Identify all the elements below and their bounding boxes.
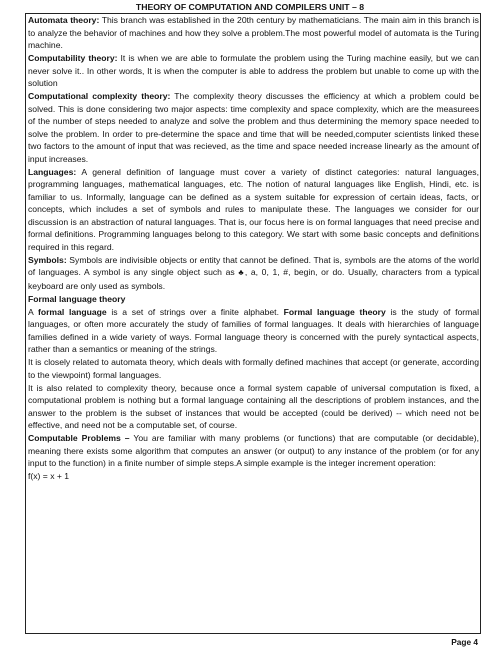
- automata-relation-paragraph: It is closely related to automata theory, which deals with formally defined machines that accept (or generate, according to the viewpoint) formal languages.: [28, 357, 479, 380]
- formal-language-theory-term: Formal language theory: [283, 306, 386, 317]
- computable-problems-label: Computable Problems –: [28, 433, 130, 443]
- symbols-text-after: , a, 0, 1, #, begin, or do. Usually, characters from a typical keyboard are only used as symbols.: [28, 267, 479, 291]
- automata-theory-text: This branch was established in the 20th century by mathematicians. The main aim in this branch is to analyze the behavior of machines and how they solve a problem.The most powerful model of automata is the Turing machine.: [28, 15, 479, 50]
- formal-language-heading: Formal language theory: [28, 293, 126, 304]
- computable-problems-paragraph: [28, 432, 479, 470]
- symbols-text-before: Symbols are indivisible objects or entity that cannot be defined. That is, symbols are the atoms of the world of languages. A symbol is any single object such as: [28, 254, 479, 277]
- increment-formula: f(x) = x + 1: [28, 471, 70, 481]
- languages-label: Languages:: [28, 166, 77, 177]
- club-symbol-icon: ♣: [238, 268, 245, 277]
- complexity-theory-text: The complexity theory discusses the efficiency at which a problem could be solved. This is done considering two major aspects: time complexity and space complexity, which are the measurees of the number of steps needed to analyze and solve the problem and thus determining the memory space needed to solve the problem. In order to pre-determine the space and time that will be needed,computer scientists linked these two factors to the amount of input that was recieved, as the time and space needed increase linearly as the amount of input increases.: [28, 91, 479, 164]
- computability-theory-paragraph: [28, 52, 479, 90]
- computability-theory-text: It is when we are able to formulate the problem using the Turing machine easily, but we can never solve it.. In other words, It is when the computer is able to address the problem but unable to come up with the solution: [28, 53, 479, 88]
- formal-language-term: formal language: [37, 306, 107, 317]
- page-header: THEORY OF COMPUTATION AND COMPILERS UNIT – 8: [135, 2, 365, 12]
- complexity-relation-paragraph: It is also related to complexity theory, because once a formal system capable of universal computation is fixed, a computational problem is nothing but a formal language containing all the descriptions of problem instances, and the answer to the problem is the subset of instances that would be accepted (could be derived) -- which need not be effective, and need not be a computable set, of course.: [28, 382, 479, 430]
- formal-language-definition-paragraph: A formal language is a set of strings over a finite alphabet. Formal language theory is the study of formal languages, or often more accurately the study of families of formal languages. It deals with hierarchies of language families defined in a wide variety of ways. Formal language theory is concerned with the purely syntactical aspects, rather than a semantics or meaning of the strings.: [28, 306, 479, 354]
- symbols-paragraph: [28, 254, 479, 293]
- page-number: Page 4: [451, 637, 478, 647]
- symbols-label: Symbols:: [28, 254, 67, 265]
- languages-text: A general definition of language must cover a variety of distinct categories: natural languages, programming languages, mathematical languages, etc. The notion of natural languages like English, Hindi, etc. is familiar to us. Informally, language can be defined as a system suitable for expression of certain ideas, facts, or concepts, which includes a set of symbols and rules to manipulate these. The languages we consider for our discussion is an abstraction of natural languages. That is, our focus here is on formal languages that need precise and formal definitions. Programming languages belong to this category. We start with some basic concepts and definitions required in this regard.: [28, 166, 479, 252]
- page-content: [28, 14, 479, 483]
- complexity-theory-paragraph: [28, 90, 479, 165]
- automata-theory-paragraph: [28, 14, 479, 52]
- languages-paragraph: [28, 166, 479, 254]
- computability-theory-label: Computability theory:: [28, 53, 118, 63]
- complexity-theory-label: Computational complexity theory:: [28, 91, 171, 101]
- computable-problems-text: You are familiar with many problems (or functions) that are computable (or decidable), meaning there exists some algorithm that computes an answer (or output) to any instance of the problem (or for any input to the function) in a finite number of simple steps.A simple example is the integer increment operation:: [28, 433, 479, 468]
- automata-theory-label: Automata theory:: [28, 15, 100, 25]
